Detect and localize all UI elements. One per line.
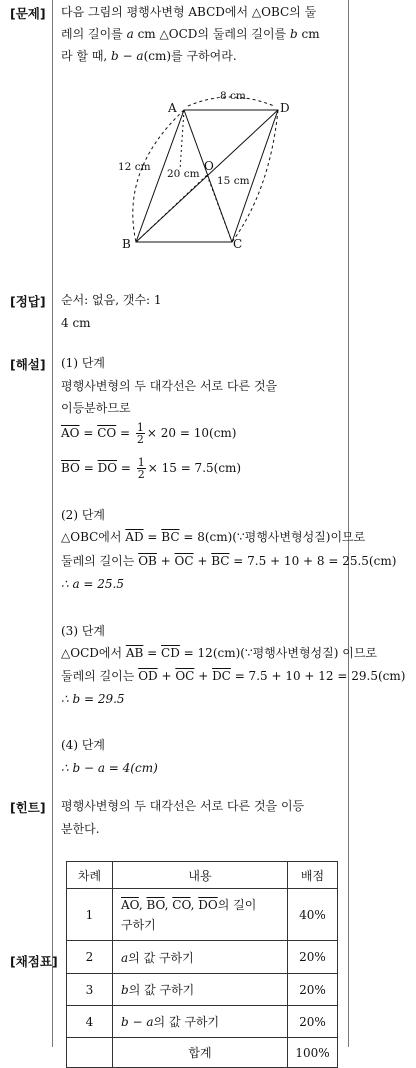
separator: ,: [190, 897, 199, 912]
step-text: 둘레의 길이는: [61, 554, 139, 568]
unit: cm: [137, 27, 156, 41]
plus: +: [194, 669, 213, 683]
segment-co: $\overline{CO}$: [97, 426, 117, 440]
separator: ,: [164, 897, 173, 912]
hint-line-2: 분한다.: [61, 822, 100, 836]
segment: $\overline{AO}$: [121, 897, 139, 912]
segment: $\overline{DO}$: [198, 897, 218, 912]
expr: b − a: [111, 49, 144, 63]
step2-result: ∴ a = 25.5: [61, 577, 125, 591]
segment: $\overline{BO}$: [146, 897, 165, 912]
step1-title: (1) 단계: [61, 356, 105, 370]
step-text: = 8(cm)(∵평행사변형성질)이므로: [179, 530, 366, 544]
step4-title: (4) 단계: [61, 738, 105, 752]
step1-eq-1: [61, 416, 236, 450]
var-b: b: [289, 27, 298, 41]
var: b − a: [121, 1015, 154, 1029]
table-header-row: [67, 862, 338, 889]
vertex-c: C: [233, 237, 243, 251]
content-text: 의 값 구하기: [153, 1015, 220, 1029]
row-number: 3: [67, 974, 113, 1006]
plus: +: [157, 669, 176, 683]
row-score: 20%: [288, 974, 338, 1006]
section-answer: [정답]: [10, 294, 46, 309]
step2-title: (2) 단계: [61, 508, 105, 522]
step-text: △OCD에서: [61, 646, 126, 660]
step4-result: ∴ b − a = 4(cm): [61, 761, 158, 775]
total-score: 100%: [288, 1038, 338, 1068]
fraction-half: $\frac{1}{2}$: [137, 456, 145, 481]
step1-line-1: 평행사변형의 두 대각선은 서로 다른 것을: [61, 379, 278, 393]
step1-line-2: 이등분하므로: [61, 401, 131, 415]
equals: =: [79, 461, 98, 475]
vertex-a: A: [168, 101, 177, 115]
plus: +: [193, 554, 212, 568]
step-text: = 12(cm)(∵평행사변형성질) 이므로: [179, 646, 378, 660]
step-text: = 7.5 + 10 + 12 = 29.5(cm): [230, 669, 406, 683]
hint-line-1: 평행사변형의 두 대각선은 서로 다른 것을 이등: [61, 799, 305, 813]
content-text: 의 값 구하기: [128, 983, 195, 997]
plus: +: [156, 554, 175, 568]
var: a: [121, 950, 129, 965]
row-content: [113, 889, 288, 941]
table-row: [67, 974, 338, 1006]
row-content: [113, 1006, 288, 1038]
answer-line-2: 4 cm: [61, 316, 91, 330]
section-solution: [해설]: [10, 357, 46, 372]
segment-cd: $\overline{CD}$: [161, 646, 180, 660]
step3-title: (3) 단계: [61, 624, 105, 638]
segment-do: $\overline{DO}$: [97, 461, 118, 475]
problem-line-1: 다음 그림의 평행사변형 ABCD에서 △OBC의 둘: [61, 5, 317, 19]
row-content: [113, 974, 288, 1006]
step3-line-1: [61, 645, 377, 661]
center-o: O: [204, 159, 214, 173]
segment-oc: $\overline{OC}$: [175, 669, 195, 683]
segment: $\overline{CO}$: [172, 897, 191, 912]
separator: ,: [138, 897, 147, 912]
row-score: 20%: [288, 941, 338, 974]
equals: =: [116, 426, 134, 440]
vertex-d: D: [280, 101, 290, 115]
header-content: 내용: [113, 862, 288, 889]
segment-dc: $\overline{DC}$: [212, 669, 231, 683]
table-row: [67, 1006, 338, 1038]
segment-ao: $\overline{AO}$: [61, 426, 80, 440]
segment-od: $\overline{OD}$: [138, 669, 158, 683]
table-row: [67, 941, 338, 974]
row-number: 1: [67, 889, 113, 941]
row-content: [113, 941, 288, 974]
vertex-b: B: [122, 237, 131, 251]
length-ac: 20 cm: [167, 168, 200, 180]
step3-result: ∴ b = 29.5: [61, 692, 125, 706]
var-a: a: [126, 27, 134, 41]
step1-eq-2: [61, 451, 241, 485]
total-empty: [67, 1038, 113, 1068]
section-hint: [힌트]: [10, 800, 46, 815]
total-label: 합계: [113, 1038, 288, 1068]
problem-text: 레의 길이를: [61, 27, 127, 41]
header-score: 배점: [288, 862, 338, 889]
unit: cm: [301, 27, 320, 41]
calc: × 20 = 10(cm): [146, 426, 237, 440]
parallelogram-figure: [0, 0, 416, 260]
length-bd: 15 cm: [217, 175, 250, 187]
equals: =: [117, 461, 135, 475]
table-total-row: [67, 1038, 338, 1068]
problem-text: △OCD의 둘레의 길이를: [155, 27, 290, 41]
segment-bc: $\overline{BC}$: [161, 530, 180, 544]
step-text: 둘레의 길이는: [61, 669, 139, 683]
segment-ob: $\overline{OB}$: [138, 554, 157, 568]
equals: =: [143, 646, 162, 660]
length-ad: 8 cm: [220, 90, 246, 102]
segment-bc: $\overline{BC}$: [211, 554, 230, 568]
section-grading: [채점표]: [10, 954, 58, 969]
table-row: [67, 889, 338, 941]
segment-oc: $\overline{OC}$: [174, 554, 194, 568]
segment-ad: $\overline{AD}$: [125, 530, 144, 544]
content-text: 구하기: [121, 917, 156, 932]
grading-table: [66, 861, 338, 1068]
segment-ab: $\overline{AB}$: [125, 646, 144, 660]
row-number: 2: [67, 941, 113, 974]
header-order: 차례: [67, 862, 113, 889]
fraction-half: $\frac{1}{2}$: [136, 421, 144, 446]
var: b: [121, 983, 129, 997]
answer-line-1: 순서: 없음, 갯수: 1: [61, 293, 162, 307]
content-text: 의 길이: [217, 897, 257, 912]
equals: =: [143, 530, 162, 544]
problem-text: (cm)를 구하여라.: [143, 49, 237, 63]
calc: × 15 = 7.5(cm): [147, 461, 242, 475]
section-problem: [문제]: [10, 6, 46, 21]
row-score: 20%: [288, 1006, 338, 1038]
row-number: 4: [67, 1006, 113, 1038]
length-ab: 12 cm: [118, 161, 151, 173]
step-text: △OBC에서: [61, 530, 126, 544]
equals: =: [79, 426, 98, 440]
segment-bo: $\overline{BO}$: [61, 461, 80, 475]
content-text: 의 값 구하기: [128, 950, 194, 965]
step2-line-2: [61, 553, 396, 569]
step-text: = 7.5 + 10 + 8 = 25.5(cm): [229, 554, 397, 568]
row-score: 40%: [288, 889, 338, 941]
step3-line-2: [61, 668, 405, 684]
problem-text: 라 할 때,: [61, 49, 112, 63]
step2-line-1: [61, 529, 365, 545]
